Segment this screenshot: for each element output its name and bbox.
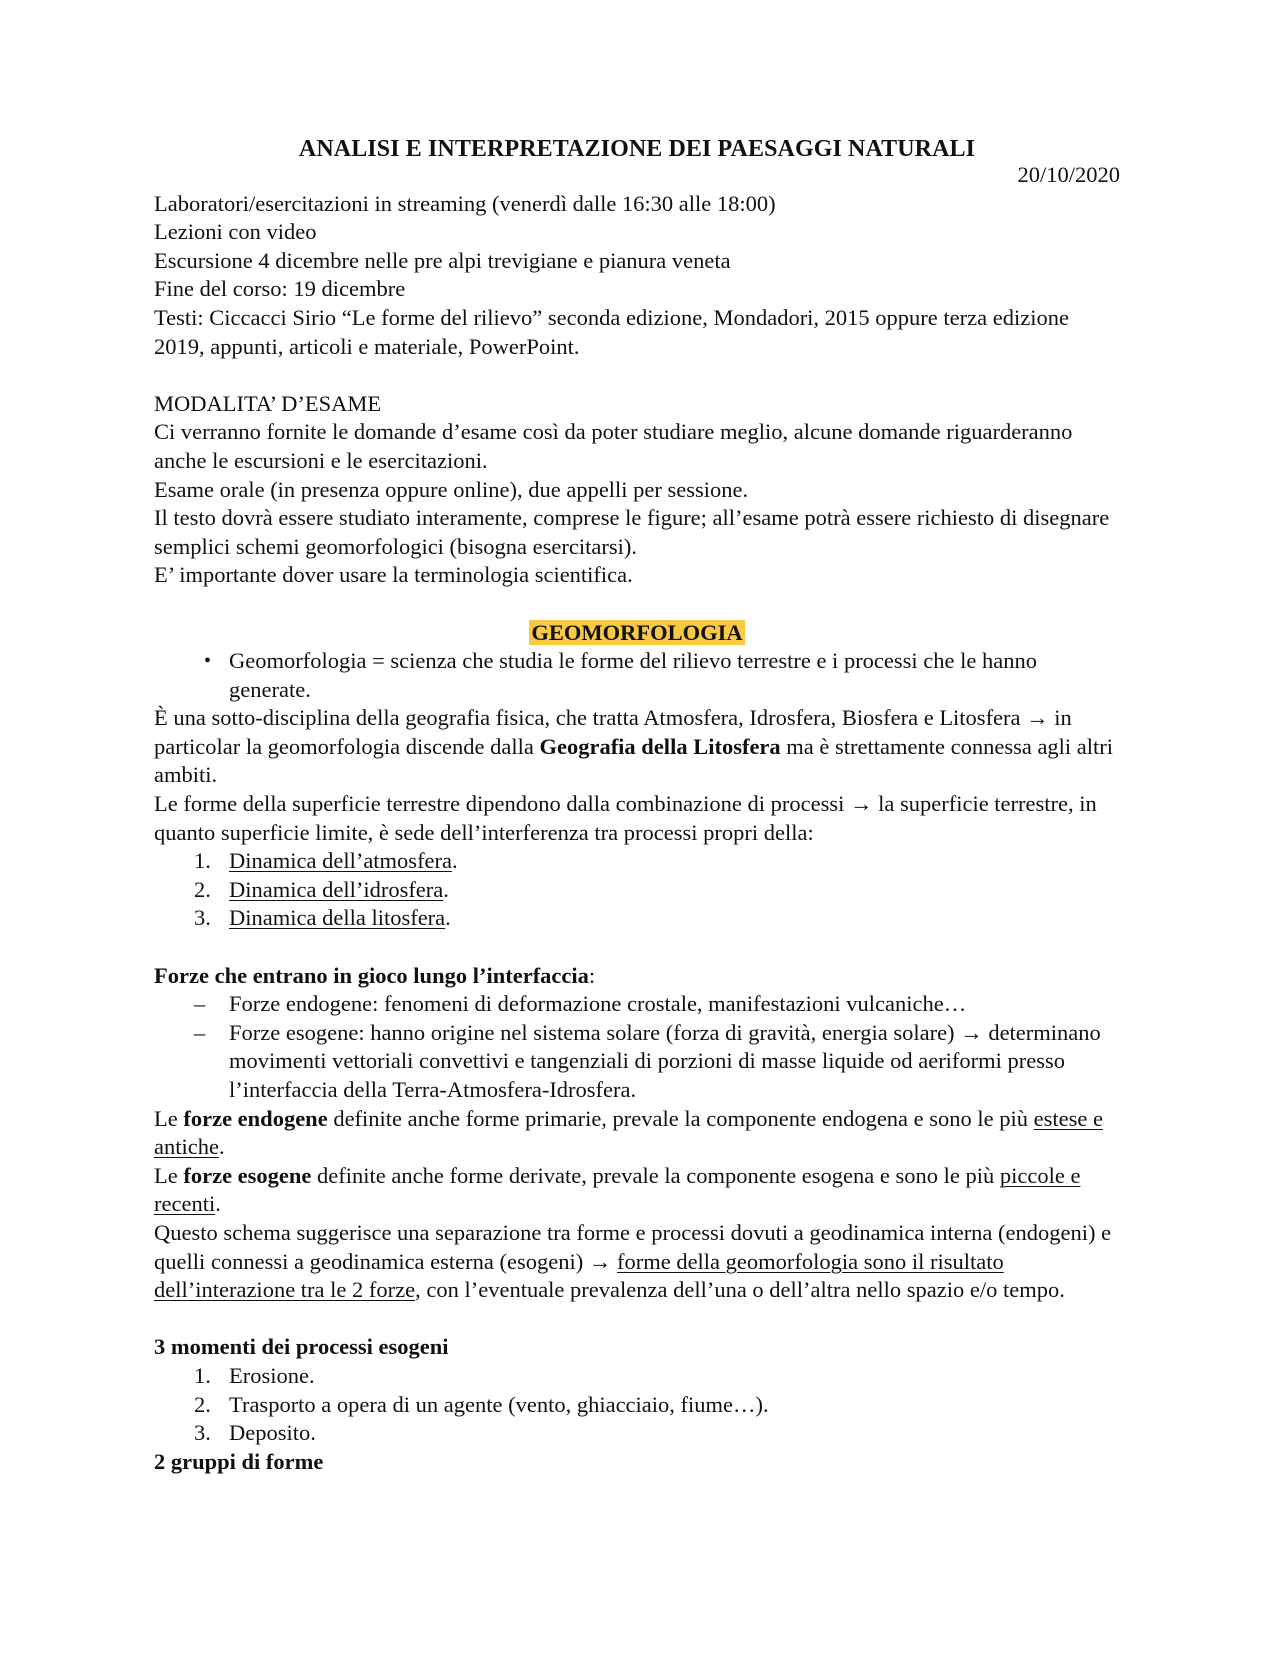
paragraph-esogene <box>154 1162 1120 1219</box>
bold-term: forze endogene <box>183 1105 328 1131</box>
arrow-icon: → <box>849 791 873 817</box>
bullet-list <box>154 647 1120 704</box>
text-run: : <box>588 962 596 988</box>
text-run: Le forme della superficie terrestre dipendono dalla combinazione di processi <box>154 791 850 817</box>
list-number: 1. <box>194 848 211 874</box>
text-run: , con l’eventuale prevalenza dell’una o dell’altra nello spazio e/o tempo. <box>415 1277 1065 1303</box>
list-item <box>154 1391 1120 1420</box>
list-item <box>154 647 1120 704</box>
exam-heading: MODALITA’ D’ESAME <box>154 390 382 416</box>
exam-line: E’ importante dover usare la terminologia scientifica. <box>154 562 633 588</box>
list-item-text: Erosione. <box>229 1362 315 1388</box>
paragraph-schema <box>154 1219 1120 1305</box>
dynamics-list <box>154 847 1120 933</box>
document-date: 20/10/2020 <box>1017 162 1120 187</box>
dash-icon: – <box>194 991 206 1017</box>
list-item <box>154 876 1120 905</box>
list-item-text: Deposito. <box>229 1420 316 1446</box>
text-run: Le <box>154 1162 184 1188</box>
list-item-text: Geomorfologia = scienza che studia le forme del rilievo terrestre e i processi che le hanno generate. <box>229 648 1037 702</box>
text-run: definite anche forme derivate, prevale la componente esogena e sono le più <box>311 1162 1000 1188</box>
bold-heading: 2 gruppi di forme <box>154 1448 324 1474</box>
text-run: . <box>215 1191 221 1217</box>
underlined-text: estese e antiche <box>154 1105 1103 1160</box>
exam-line: Ci verranno fornite le domande d’esame così da poter studiare meglio, alcune domande riguarderanno anche le escursioni e le esercitazioni. <box>154 419 1073 473</box>
bullet-icon: • <box>204 650 212 673</box>
gruppi-heading <box>154 1448 1120 1477</box>
text-run: . <box>452 848 458 874</box>
momenti-heading <box>154 1333 1120 1362</box>
arrow-icon: → <box>1026 705 1049 731</box>
section-heading-geomorfologia <box>154 619 1120 648</box>
list-number: 2. <box>194 876 211 902</box>
underlined-text: Dinamica dell’idrosfera <box>229 876 444 902</box>
underlined-text: Dinamica della litosfera <box>229 905 446 931</box>
list-item <box>154 1419 1120 1448</box>
list-item <box>154 1019 1120 1105</box>
exam-line: Esame orale (in presenza oppure online), due appelli per sessione. <box>154 476 749 502</box>
document-body <box>154 134 1120 1476</box>
text-run: . <box>443 876 449 902</box>
text-run: Questo schema suggerisce una separazione tra forme e processi dovuti a geodinamica interna (endogeni) e quelli connessi a geodinamica esterna (esogeni) <box>154 1219 1112 1274</box>
paragraph-endogene <box>154 1105 1120 1162</box>
list-item <box>154 1362 1120 1391</box>
underlined-text: Dinamica dell’atmosfera <box>229 848 453 874</box>
text-run: in particolar la geomorfologia discende dalla <box>154 705 1072 759</box>
bold-term: Geografia della Litosfera <box>539 733 781 759</box>
dash-icon: – <box>194 1019 206 1045</box>
bold-heading: 3 momenti dei processi esogeni <box>154 1334 449 1360</box>
intro-line: Laboratori/esercitazioni in streaming (venerdì dalle 16:30 alle 18:00) <box>154 190 776 216</box>
intro-line: Escursione 4 dicembre nelle pre alpi trevigiane e pianura veneta <box>154 247 731 273</box>
list-number: 3. <box>194 1420 211 1446</box>
text-run: È una sotto-disciplina della geografia fisica, che tratta Atmosfera, Idrosfera, Biosfera e Litosfera <box>154 705 1027 731</box>
bold-heading: Forze che entrano in gioco lungo l’interfaccia <box>154 962 589 988</box>
exam-line: Il testo dovrà essere studiato interamente, comprese le figure; all’esame potrà essere richiesto di disegnare semplici schemi geomorfologici (bisogna esercitarsi). <box>154 505 1110 559</box>
text-run: la superficie terrestre, in quanto superficie limite, è sede dell’interferenza tra processi propri della: <box>154 791 1097 845</box>
list-item-text: Forze endogene: fenomeni di deformazione crostale, manifestazioni vulcaniche… <box>229 991 967 1017</box>
momenti-list <box>154 1362 1120 1448</box>
list-number: 1. <box>194 1362 211 1388</box>
bold-term: forze esogene <box>183 1162 312 1188</box>
text-run: . <box>218 1134 225 1160</box>
list-number: 3. <box>194 905 211 931</box>
arrow-icon: → <box>588 1248 612 1274</box>
list-item <box>154 847 1120 876</box>
underlined-text: piccole e recenti <box>154 1162 1081 1217</box>
text-run: ma è strettamente connessa agli altri ambiti. <box>154 733 1114 788</box>
intro-line: Testi: Ciccacci Sirio “Le forme del rilievo” seconda edizione, Mondadori, 2015 oppure terza edizione 2019, appunti, articoli e materiale, PowerPoint. <box>154 304 1069 359</box>
underlined-text: forme della geomorfologia sono il risultato dell’interazione tra le 2 forze <box>154 1248 1004 1303</box>
text-run: . <box>445 905 451 931</box>
list-item <box>154 990 1120 1019</box>
text-run: Le <box>154 1105 184 1131</box>
list-number: 2. <box>194 1391 211 1417</box>
text-run: Forze esogene: hanno origine nel sistema solare (forza di gravità, energia solare) <box>229 1019 961 1045</box>
text-run: determinano movimenti vettoriali convettivi e tangenziali di porzioni di masse liquide od aeriformi presso l’interfaccia della Terra-Atmosfera-Idrosfera. <box>229 1019 1101 1102</box>
paragraph-subdiscipline <box>154 704 1120 790</box>
list-item <box>154 904 1120 933</box>
forze-list <box>154 990 1120 1104</box>
page-title: ANALISI E INTERPRETAZIONE DEI PAESAGGI NATURALI <box>298 136 976 162</box>
intro-line: Lezioni con video <box>154 219 317 245</box>
intro-line: Fine del corso: 19 dicembre <box>154 276 406 302</box>
text-run: definite anche forme primarie, prevale la componente endogena e sono le più <box>327 1105 1034 1131</box>
highlighted-heading: GEOMORFOLOGIA <box>531 619 743 645</box>
list-item-text: Trasporto a opera di un agente (vento, ghiacciaio, fiume…). <box>229 1391 769 1417</box>
paragraph-surface <box>154 790 1120 847</box>
arrow-icon: → <box>960 1019 983 1045</box>
forze-heading <box>154 962 1120 991</box>
